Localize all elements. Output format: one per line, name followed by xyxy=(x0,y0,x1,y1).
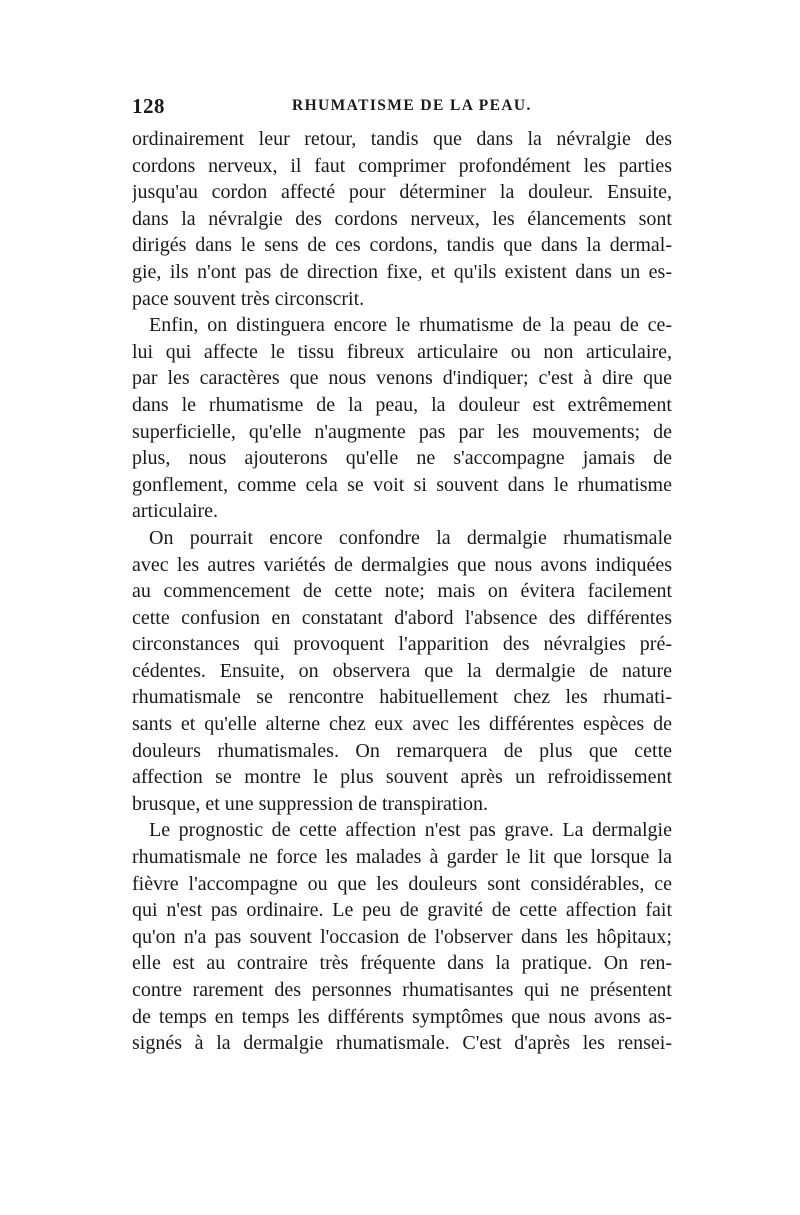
paragraph xyxy=(132,312,672,525)
text-line: lui qui affecte le tissu fibreux articulaire ou non articulaire, xyxy=(132,340,672,363)
text-line: avec les autres variétés de dermalgies que nous avons indiquées xyxy=(132,553,672,576)
text-line: superficielle, qu'elle n'augmente pas par les mouvements; de xyxy=(132,420,672,443)
running-title: RHUMATISME DE LA PEAU. xyxy=(292,97,532,114)
text-line: de temps en temps les différents symptômes que nous avons as- xyxy=(132,1005,672,1028)
page-number: 128 xyxy=(132,94,165,118)
text-line: elle est au contraire très fréquente dans la pratique. On ren- xyxy=(132,952,672,975)
text-line: Le prognostic de cette affection n'est pas grave. La dermalgie xyxy=(149,819,672,842)
running-head xyxy=(132,94,672,122)
paragraph xyxy=(132,525,672,818)
text-line: circonstances qui provoquent l'apparition des névralgies pré- xyxy=(132,633,672,656)
text-line: cette confusion en constatant d'abord l'absence des différentes xyxy=(132,606,672,629)
text-line: cédentes. Ensuite, on observera que la dermalgie de nature xyxy=(132,659,672,682)
text-line: contre rarement des personnes rhumatisantes qui ne présentent xyxy=(132,979,672,1001)
text-line: signés à la dermalgie rhumatismale. C'est d'après les rensei- xyxy=(132,1032,672,1055)
text-line: rhumatismale se rencontre habituellement chez les rhumati- xyxy=(132,686,672,709)
text-line: qu'on n'a pas souvent l'occasion de l'observer dans les hôpitaux; xyxy=(132,925,672,948)
text-line: douleurs rhumatismales. On remarquera de plus que cette xyxy=(132,739,672,762)
text-line: au commencement de cette note; mais on évitera facilement xyxy=(132,580,672,603)
text-line: jusqu'au cordon affecté pour déterminer la douleur. Ensuite, xyxy=(132,181,672,204)
text-line: gie, ils n'ont pas de direction fixe, et qu'ils existent dans un es- xyxy=(132,260,672,283)
paragraph xyxy=(132,817,672,1056)
text-line: dans le rhumatisme de la peau, la douleur est extrêmement xyxy=(132,393,672,416)
text-line: plus, nous ajouterons qu'elle ne s'accompagne jamais de xyxy=(132,447,672,470)
text-line: dirigés dans le sens de ces cordons, tandis que dans la dermal- xyxy=(132,234,672,257)
text-line: gonflement, comme cela se voit si souvent dans le rhumatisme xyxy=(132,473,672,496)
text-line: fièvre l'accompagne ou que les douleurs sont considérables, ce xyxy=(132,872,672,895)
text-line: ordinairement leur retour, tandis que dans la névralgie des xyxy=(132,128,672,150)
text-line: articulaire. xyxy=(132,500,219,523)
body-text xyxy=(132,126,672,1057)
paragraph xyxy=(132,126,672,312)
text-line: dans la névralgie des cordons nerveux, les élancements sont xyxy=(132,207,672,230)
text-line: Enfin, on distinguera encore le rhumatisme de la peau de ce- xyxy=(149,314,672,337)
text-line: rhumatismale ne force les malades à garder le lit que lorsque la xyxy=(132,846,672,869)
text-line: par les caractères que nous venons d'indiquer; c'est à dire que xyxy=(132,367,672,390)
text-line: cordons nerveux, il faut comprimer profondément les parties xyxy=(132,154,672,177)
text-line: On pourrait encore confondre la dermalgie rhumatismale xyxy=(149,526,672,549)
text-line: brusque, et une suppression de transpiration. xyxy=(132,792,489,815)
text-line: affection se montre le plus souvent après un refroidissement xyxy=(132,766,672,789)
text-line: qui n'est pas ordinaire. Le peu de gravité de cette affection fait xyxy=(132,899,672,922)
text-line: pace souvent très circonscrit. xyxy=(132,287,365,310)
text-line: sants et qu'elle alterne chez eux avec les différentes espèces de xyxy=(132,713,672,736)
